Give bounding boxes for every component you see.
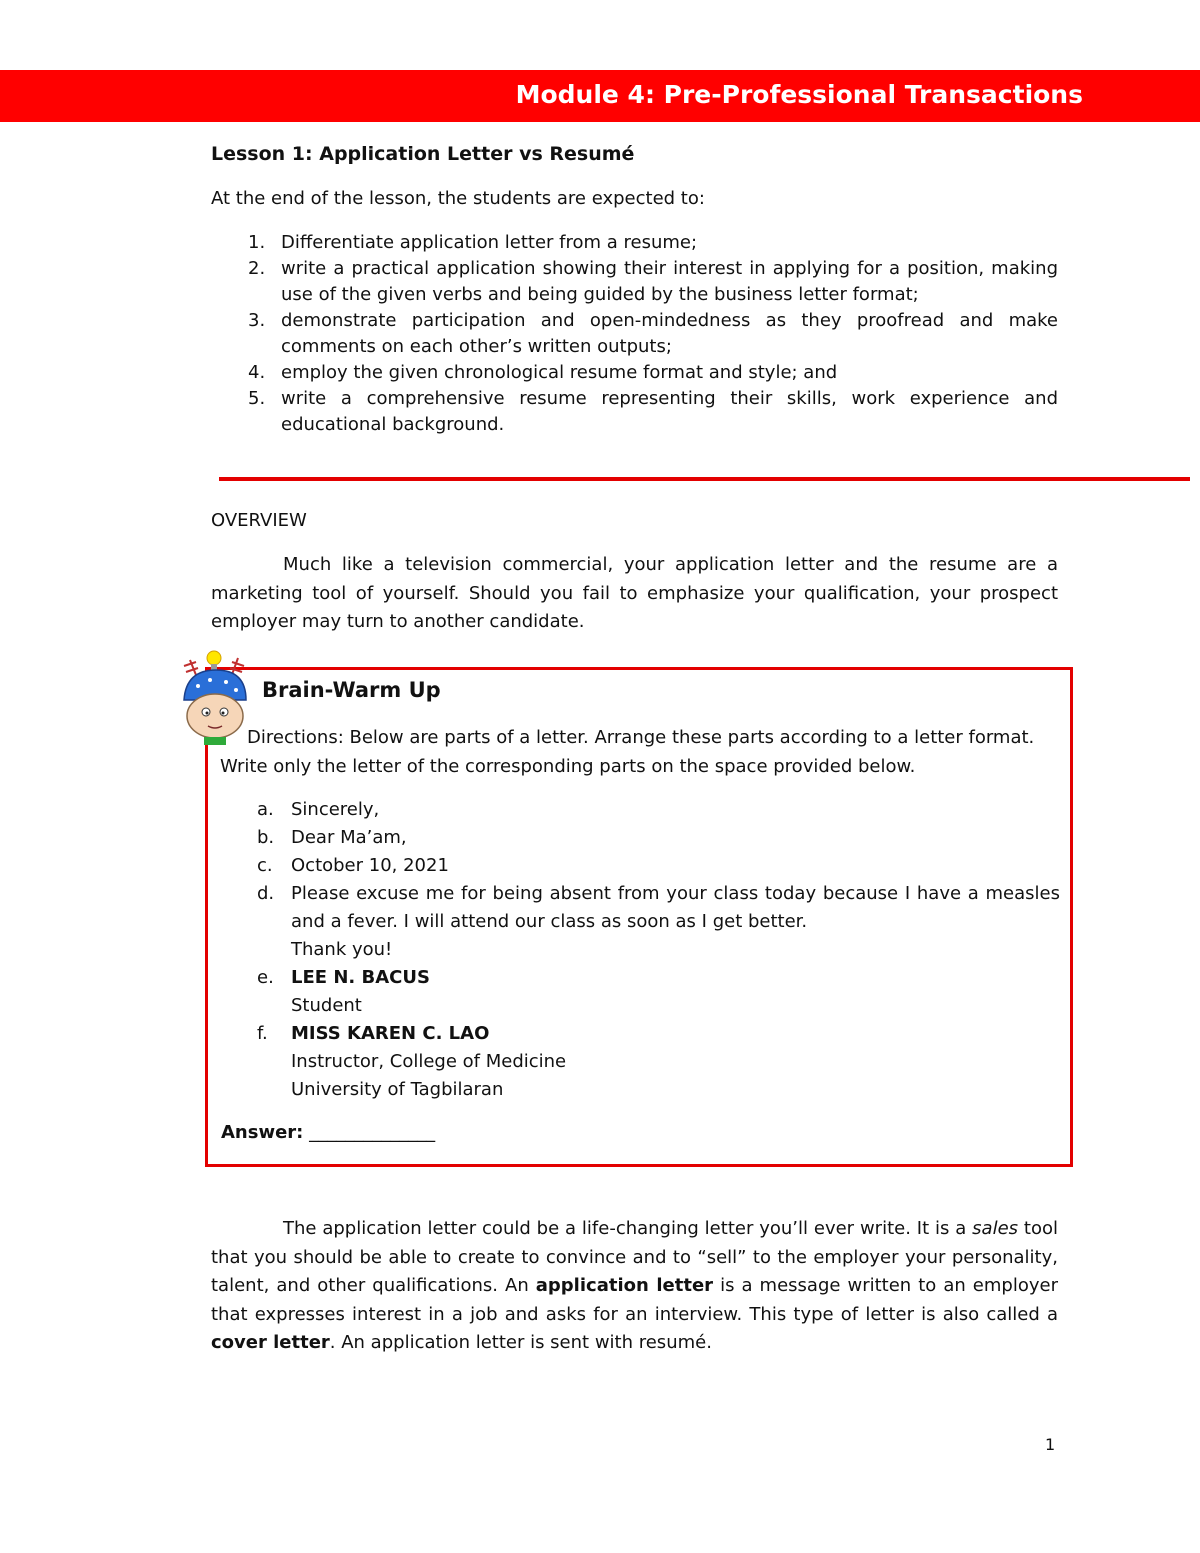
list-item: f. MISS KAREN C. LAO Instructor, College of Medicine University of Tagbilaran [257, 1023, 567, 1100]
list-item: 4. employ the given chronological resume format and style; and [248, 362, 838, 383]
module-banner [0, 70, 1200, 122]
page-number: 1 [1045, 1435, 1056, 1454]
warmup-title: Brain-Warm Up [262, 678, 441, 702]
answer-blank[interactable]: ______________ [309, 1122, 436, 1143]
section-divider [219, 477, 1190, 481]
list-item: 5. write a comprehensive resume representing their skills, work experience and educational background. [248, 388, 1058, 435]
list-item: d. Please excuse me for being absent from your class today because I have a measles and a fever. I will attend our class as soon as I get better. Thank you! [257, 883, 1060, 960]
list-item: 1. Differentiate application letter from a resume; [248, 232, 698, 253]
lesson-title: Lesson 1: Application Letter vs Resumé [211, 143, 635, 165]
letter-parts-list [255, 796, 1060, 1104]
list-item: 3. demonstrate participation and open-mindedness as they proofread and make comments on each other’s written outputs; [248, 310, 1058, 357]
warmup-directions: Directions: Below are parts of a letter. Arrange these parts according to a letter format. Write only the letter of the corresponding parts on the space provided below. [220, 727, 1035, 777]
application-letter-paragraph: The application letter could be a life-changing letter you’ll ever write. It is a sales tool that you should be able to create to convince and to “sell” to the employer your personality, talent, and other qualifications. An application letter is a message written to an employer that expresses interest in a job and asks for an interview. This type of letter is also called a cover letter. An application letter is sent with resumé. [211, 1218, 1058, 1353]
answer-field[interactable] [221, 1122, 435, 1143]
list-item: b. Dear Ma’am, [257, 827, 407, 848]
list-item: a. Sincerely, [257, 799, 380, 820]
answer-label: Answer: [221, 1122, 304, 1143]
module-title: Module 4: Pre-Professional Transactions [515, 80, 1083, 109]
overview-heading: OVERVIEW [211, 510, 307, 531]
lesson-intro: At the end of the lesson, the students are expected to: [211, 188, 705, 209]
list-item: c. October 10, 2021 [257, 855, 449, 876]
objectives-list [240, 230, 1058, 438]
overview-paragraph: Much like a television commercial, your application letter and the resume are a marketing tool of yourself. Should you fail to emphasize your qualification, your prospect employer may turn to another candidate. [211, 554, 1058, 632]
list-item: 2. write a practical application showing their interest in applying for a position, making use of the given verbs and being guided by the business letter format; [248, 258, 1058, 305]
list-item: e. LEE N. BACUS Student [257, 967, 430, 1016]
